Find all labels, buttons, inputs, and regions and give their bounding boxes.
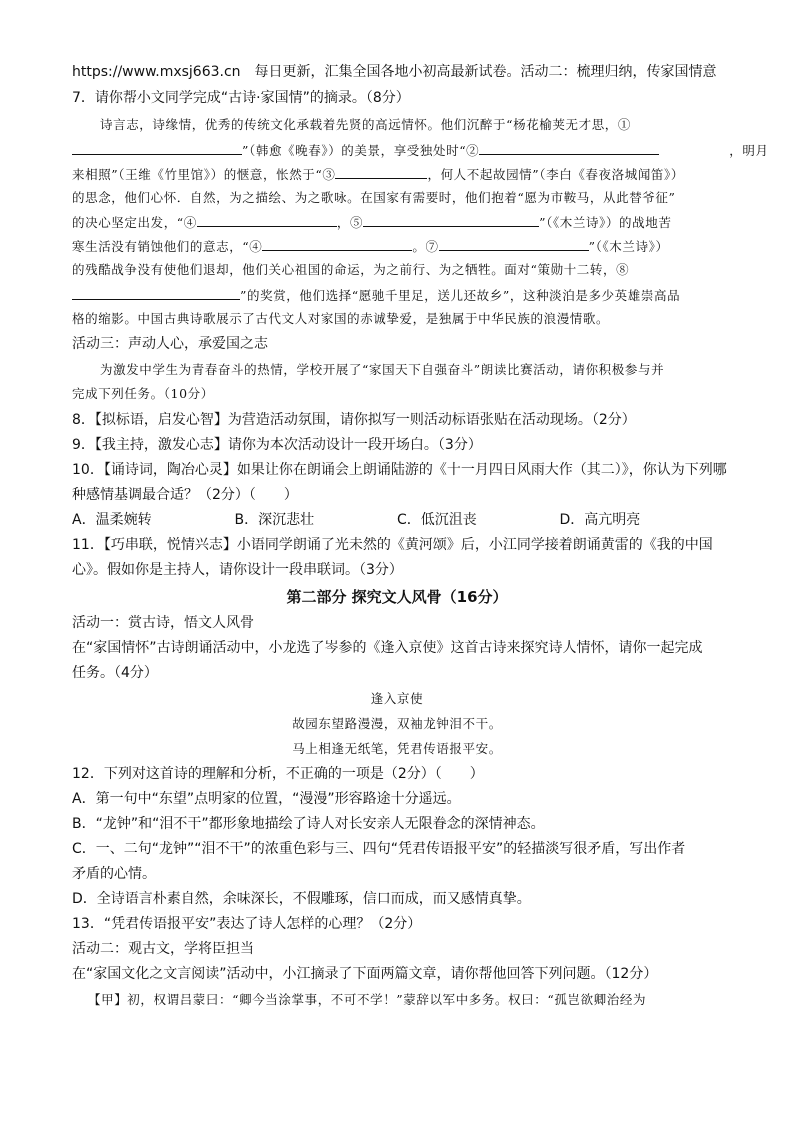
- q7-line-9: 格的缩影。中国古典诗歌展示了古代文人对家国的赤诚挚爱，是独属于中华民族的浪漫情歌。: [72, 311, 610, 326]
- answer-blank-5[interactable]: [363, 212, 539, 227]
- q7-line-3: [72, 164, 722, 185]
- activity2-intro: 在“家国文化之文言阅读”活动中，小江摘录了下面两篇文章，请你帮他回答下列问题。（12分）: [72, 966, 658, 982]
- q12-option-d[interactable]: D．全诗语言朴素自然，余味深长，不假雕琢，信口而成，而又感情真挚。: [72, 891, 531, 907]
- q7-line-8a: ”的奖赏，他们选择“愿驰千里足，送儿还故乡”，这种淡泊是多少英雄崇高品: [240, 288, 681, 303]
- answer-blank-1[interactable]: [72, 140, 242, 155]
- q9: 9．【我主持，激发心志】请你为本次活动设计一段开场白。（3分）: [72, 437, 482, 453]
- poem-line-1: 故园东望路漫漫，双袖龙钟泪不干。: [292, 716, 502, 731]
- q7-line-4: 的思念，他们心怀．自然，为之描绘、为之歌咏。在国家有需要时，他们抱着“愿为市鞍马，从此替爷征”: [72, 190, 676, 205]
- answer-blank-2[interactable]: [479, 140, 659, 155]
- q7-title: 7．请你帮小文同学完成“古诗·家国情”的摘录。（8分）: [72, 90, 410, 106]
- q7-line-5: [72, 212, 722, 233]
- answer-blank-3[interactable]: [335, 164, 427, 179]
- q7-line-2a: ”（韩愈《晚春》）的美景，享受独处时“②: [242, 143, 480, 158]
- q10-stem-2: 种感情基调最合适？（2分）（ ）: [72, 487, 298, 503]
- q12-stem: 12．下列对这首诗的理解和分析，不正确的一项是（2分）（ ）: [72, 766, 484, 782]
- q12-option-a[interactable]: A．第一句中“东望”点明家的位置，“漫漫”形容路途十分遥远。: [72, 791, 461, 807]
- q7-line-6c: ”（《木兰诗》）: [588, 239, 669, 254]
- q7-line-8: [72, 285, 722, 306]
- part2-title: 第二部分 探究文人风骨（16分）: [286, 588, 508, 606]
- q10-option-d[interactable]: D．高亢明亮: [559, 512, 641, 528]
- q7-line-6a: 寒生活没有销蚀他们的意志，“④: [72, 239, 263, 254]
- answer-blank-7[interactable]: [439, 236, 589, 251]
- q7-line-6: [72, 236, 722, 257]
- poem-title: 逢入京使: [370, 691, 424, 706]
- q10-option-b[interactable]: B．深沉悲壮: [234, 512, 315, 528]
- q7-line-3a: 来相照”（王维《竹里馆》）的惬意，怅然于“③: [72, 167, 336, 182]
- q13: 13．“凭君传语报平安”表达了诗人怎样的心理？（2分）: [72, 916, 422, 932]
- q7-line-7: 的残酷战争没有使他们退却，他们关心祖国的命运，为之前行、为之牺牲。面对“策勋十二转，⑧: [72, 262, 630, 277]
- q11-line-1: 11．【巧串联，悦情兴志】小语同学朗诵了光未然的《黄河颂》后，小江同学接着朗诵黄雷的《我的中国: [72, 537, 713, 553]
- q7-line-5c: ”（《木兰诗》）的战地苦: [539, 215, 672, 230]
- activity3-intro-1: 为激发中学生为青春奋斗的热情，学校开展了“家国天下自强奋斗”朗读比赛活动，请你积极参与并: [100, 362, 665, 377]
- answer-blank-4[interactable]: [197, 212, 337, 227]
- q12-option-c-2: 矛盾的心情。: [72, 866, 156, 882]
- q10-option-a[interactable]: A．温柔婉转: [72, 512, 152, 528]
- part2-intro-2: 任务。（4分）: [72, 665, 158, 681]
- activity3-title: 活动三：声动人心，承爱国之志: [72, 336, 268, 352]
- q7-line-2: [72, 140, 769, 161]
- q7-line-2b: ，明月: [729, 143, 769, 158]
- q7-line-1: 诗言志，诗缘情，优秀的传统文化承载着先贤的高远情怀。他们沉醉于“杨花榆荚无才思，①: [100, 117, 631, 132]
- q10-option-c[interactable]: C．低沉沮丧: [397, 512, 477, 528]
- passage-jia: 【甲】初，权谓吕蒙曰：“卿今当涂掌事，不可不学！”蒙辞以军中多务。权曰：“孤岂欲卿治经为: [88, 992, 647, 1007]
- part2-activity1-title: 活动一：赏古诗，悟文人风骨: [72, 615, 254, 631]
- poem-line-2: 马上相逢无纸笔，凭君传语报平安。: [292, 741, 502, 756]
- q7-line-3b: ，何人不起故园情”（李白《春夜洛城闻笛》）: [427, 167, 684, 182]
- header-url[interactable]: https://www.mxsj663.cn: [72, 64, 241, 80]
- q10-stem-1: 10．【诵诗词，陶冶心灵】如果让你在朗诵会上朗诵陆游的《十一月四日风雨大作（其二）》，你认为下列哪: [72, 462, 727, 478]
- q11-line-2: 心》。假如你是主持人，请你设计一段串联词。（3分）: [72, 562, 403, 578]
- q8: 8．【拟标语，启发心智】为营造活动氛围，请你拟写一则活动标语张贴在活动现场。（2分）: [72, 412, 636, 428]
- page-header: [72, 62, 722, 82]
- activity3-intro-2: 完成下列任务。（10分）: [72, 386, 214, 401]
- q12-option-c-1[interactable]: C．一、二句“龙钟”“泪不干”的浓重色彩与三、四句“凭君传语报平安”的轻描淡写很矛盾，写出作者: [72, 841, 686, 857]
- answer-blank-6[interactable]: [262, 236, 412, 251]
- q7-line-5b: ，⑤: [336, 215, 364, 230]
- header-text: 每日更新，汇集全国各地小初高最新试卷。活动二：梳理归纳，传家国情意: [254, 64, 717, 80]
- q12-option-b[interactable]: B．“龙钟”和“泪不干”都形象地描绘了诗人对长安亲人无限眷念的深情神态。: [72, 816, 545, 832]
- answer-blank-8[interactable]: [72, 285, 240, 300]
- q7-line-6b: 。⑦: [412, 239, 439, 254]
- q10-options: [72, 510, 722, 530]
- activity2-title: 活动二：观古文，学将臣担当: [72, 941, 254, 957]
- part2-intro-1: 在“家国情怀”古诗朗诵活动中，小龙选了岑参的《逢入京使》这首古诗来探究诗人情怀，请你一起完成: [72, 640, 703, 656]
- q7-line-5a: 的决心坚定出发，“④: [72, 215, 197, 230]
